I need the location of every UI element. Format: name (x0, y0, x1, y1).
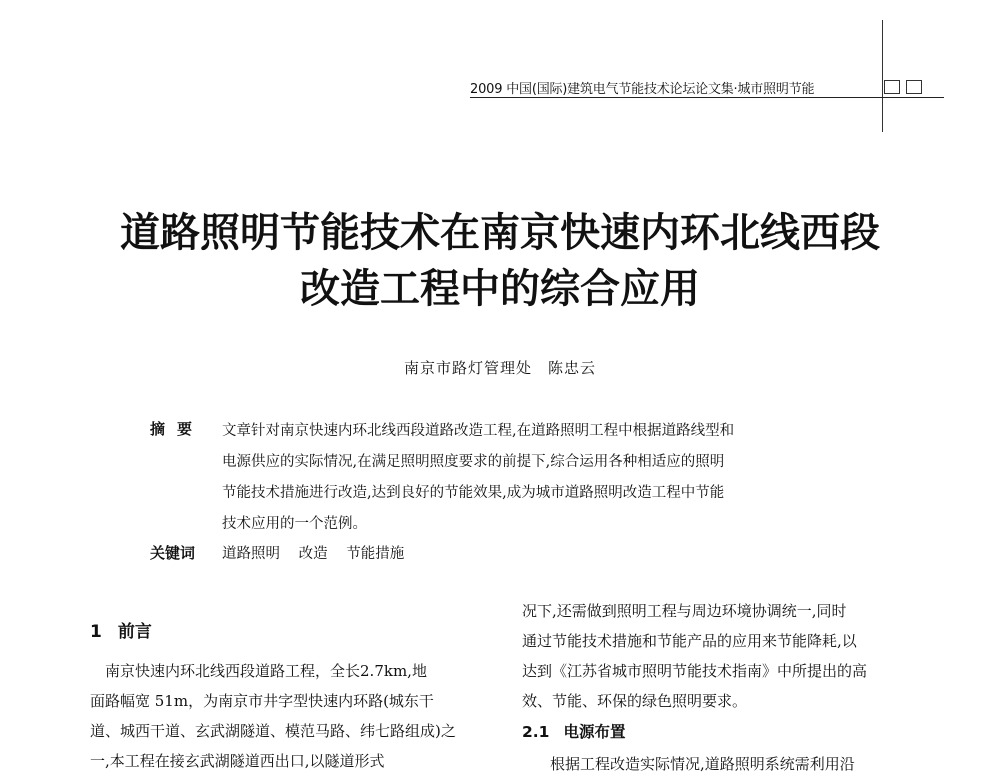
section-number: 2.1 (522, 723, 550, 741)
section-1-heading (90, 617, 152, 642)
author-affiliation: 南京市路灯管理处 陈忠云 (403, 359, 596, 377)
left-column-text (90, 656, 500, 776)
right-column-text (522, 596, 942, 716)
body-line: 南京快速内环北线西段道路工程，全长2.7km,地 (90, 662, 427, 680)
body-line: 达到《江苏省城市照明节能技术指南》中所提出的高 (522, 662, 868, 680)
keywords-list (222, 542, 418, 563)
keyword: 道路照明 (222, 546, 280, 562)
body-line: 道、城西干道、玄武湖隧道、模范马路、纬七路组成)之 (90, 722, 456, 740)
header-vertical-rule (882, 20, 883, 132)
abstract-line: 节能技术措施进行改造,达到良好的节能效果,成为城市道路照明改造工程中节能 (222, 485, 725, 501)
title-line-1: 道路照明节能技术在南京快速内环北线西段 (120, 209, 880, 256)
keyword: 节能措施 (346, 546, 405, 562)
keywords-label: 关键词 (150, 544, 196, 562)
body-line: 一,本工程在接玄武湖隧道西出口,以隧道形式 (90, 752, 385, 770)
abstract-line: 技术应用的一个范例。 (222, 516, 367, 532)
body-line: 面路幅宽 51m，为南京市井字型快速内环路(城东干 (90, 692, 434, 710)
paper-title (60, 205, 940, 317)
section-number: 1 (90, 622, 102, 642)
header-box-icon (884, 80, 928, 94)
body-line: 根据工程改造实际情况,道路照明系统需利用沿 (550, 755, 855, 773)
section-2-1-heading (522, 720, 625, 742)
section-title: 前言 (117, 622, 152, 642)
abstract-body (222, 416, 862, 540)
body-line: 况下,还需做到照明工程与周边环境协调统一,同时 (522, 602, 847, 620)
abstract-label: 摘要 (150, 420, 205, 438)
keyword: 改造 (298, 546, 328, 562)
section-title: 电源布置 (563, 723, 626, 741)
abstract-line: 文章针对南京快速内环北线西段道路改造工程,在道路照明工程中根据道路线型和 (222, 423, 735, 439)
title-line-2: 改造工程中的综合应用 (300, 265, 700, 312)
abstract-line: 电源供应的实际情况,在满足照明照度要求的前提下,综合运用各种相适应的照明 (222, 454, 725, 470)
header-rule (470, 97, 944, 98)
body-line: 通过节能技术措施和节能产品的应用来节能降耗,以 (522, 632, 857, 650)
running-header: 2009 中国(国际)建筑电气节能技术论坛论文集·城市照明节能 (470, 82, 815, 97)
body-line: 效、节能、环保的绿色照明要求。 (522, 692, 748, 710)
